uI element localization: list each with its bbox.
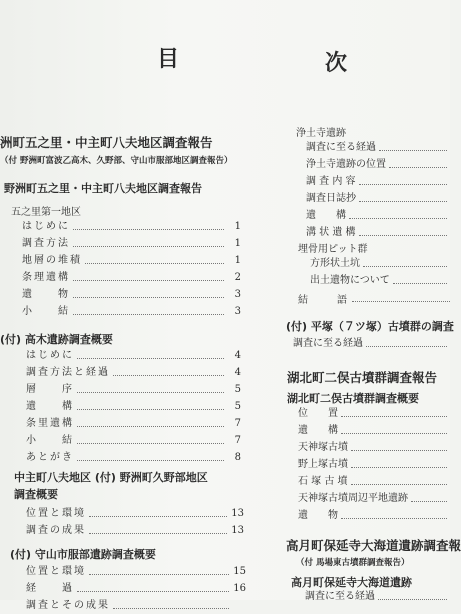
toc-entry-page: 5 xyxy=(234,401,241,412)
group2-conclusion-dots xyxy=(352,300,450,302)
leader-dots xyxy=(359,184,447,185)
toc-entry-label: 調査に至る経過 xyxy=(306,142,376,153)
section1-title: 野洲町五之里・中主町八夫地区調査報告 xyxy=(4,182,202,195)
toc-entry-page: 4 xyxy=(234,367,241,378)
section4-list xyxy=(26,563,246,614)
toc-entry-label: 調査方法と経過 xyxy=(26,367,110,378)
section4-title: (付) 守山市服部遺跡調査概要 xyxy=(10,548,156,561)
toc-entry-label: 調査日誌抄 xyxy=(306,193,356,204)
toc-entry xyxy=(298,439,450,456)
section3-title-line1: 中主町八夫地区 (付) 野洲町久野部地区 xyxy=(14,471,208,484)
toc-entry-label: 天神塚古墳 xyxy=(298,442,348,453)
leader-dots xyxy=(77,443,224,444)
leader-dots xyxy=(411,501,447,502)
toc-entry-label: はじめに xyxy=(26,350,74,361)
leader-dots xyxy=(349,218,447,219)
leader-dots xyxy=(77,358,224,359)
toc-entry-page: 1 xyxy=(234,255,241,266)
leader-dots xyxy=(341,416,447,417)
toc-entry-page: 4 xyxy=(234,350,241,361)
leader-dots xyxy=(73,297,224,298)
leader-dots xyxy=(89,533,227,534)
toc-entry xyxy=(306,156,450,173)
toc-entry-label: 遺 物 xyxy=(298,510,338,521)
toc-entry xyxy=(298,507,450,524)
leader-dots xyxy=(77,409,224,410)
toc-entry xyxy=(22,235,241,252)
toc-entry-label: 遺 物 xyxy=(22,289,70,300)
toc-entry xyxy=(298,405,450,422)
group2-title: 埋骨用ピット群 xyxy=(298,244,368,255)
toc-title-char-1: 目 xyxy=(157,46,181,72)
leader-dots xyxy=(77,460,224,461)
toc-entry-label: 位 置 xyxy=(298,408,338,419)
section2-title: (付) 高木遺跡調査概要 xyxy=(0,333,113,346)
toc-entry xyxy=(298,422,450,439)
toc-entry-page: 1 xyxy=(234,221,241,232)
toc-entry-page: 1 xyxy=(234,238,241,249)
toc-entry-label: 天神塚古墳周辺平地遺跡 xyxy=(298,493,408,504)
group2-conclusion: 結 語 xyxy=(298,295,350,306)
leader-dots xyxy=(379,150,447,151)
toc-entry-page: 7 xyxy=(234,435,241,446)
toc-entry-label: 調査の成果 xyxy=(26,525,86,536)
toc-entry xyxy=(310,255,450,272)
toc-entry-label: 方形状土坑 xyxy=(310,258,360,269)
toc-entry-page: 3 xyxy=(234,289,241,300)
toc-entry xyxy=(293,335,450,352)
toc-entry xyxy=(306,139,450,156)
toc-entry xyxy=(26,505,244,522)
toc-entry-label: 調査方法 xyxy=(22,238,70,249)
toc-entry xyxy=(26,381,241,398)
toc-entry-label: 遺 構 xyxy=(298,425,338,436)
toc-entry xyxy=(22,303,241,320)
toc-entry-label: 野上塚古墳 xyxy=(298,459,348,470)
toc-entry xyxy=(26,432,241,449)
group2-list xyxy=(310,255,450,289)
toc-entry-label: あとがき xyxy=(26,452,74,463)
section6-subheading: 湖北町二俣古墳群調査概要 xyxy=(287,392,419,405)
group1-title: 浄土寺遺跡 xyxy=(296,128,346,139)
toc-title-char-2: 次 xyxy=(325,50,349,76)
leader-dots xyxy=(89,516,227,517)
toc-entry-page: 13 xyxy=(231,508,244,519)
toc-entry-page: 3 xyxy=(234,306,241,317)
toc-entry xyxy=(26,347,241,364)
section7-title: 高月町保延寺大海道遺跡調査報 xyxy=(286,538,461,553)
toc-entry xyxy=(26,563,246,580)
toc-entry xyxy=(26,449,241,466)
section7-subheading: 高月町保延寺大海道遺跡 xyxy=(291,576,412,589)
toc-entry-label: 調査とその成果 xyxy=(26,600,110,611)
leader-dots xyxy=(73,314,224,315)
toc-entry xyxy=(22,286,241,303)
toc-entry-page: 15 xyxy=(233,566,246,577)
toc-entry-label: 遺 構 xyxy=(306,210,346,221)
leader-dots xyxy=(389,167,447,168)
toc-entry-label: 地層の堆積 xyxy=(22,255,82,266)
toc-entry-page: 13 xyxy=(231,525,244,536)
section3-title-line2: 調査概要 xyxy=(14,488,58,501)
toc-entry-label: 石 塚 古 墳 xyxy=(298,476,348,487)
report-subtitle: （付 野洲町富波乙高木、久野部、守山市服部地区調査報告） xyxy=(0,156,233,166)
toc-entry-page: 2 xyxy=(234,272,241,283)
toc-entry-label: 小 結 xyxy=(22,306,70,317)
leader-dots xyxy=(341,518,447,519)
group1-list xyxy=(306,139,450,241)
leader-dots xyxy=(77,591,229,592)
toc-entry-label: 位置と環境 xyxy=(26,566,86,577)
toc-entry xyxy=(22,218,241,235)
section5-list xyxy=(293,335,450,352)
toc-entry xyxy=(22,252,241,269)
toc-entry xyxy=(305,588,450,605)
report-title: 洲町五之里・中主町八夫地区調査報告 xyxy=(0,135,213,150)
toc-entry-label: 位置と環境 xyxy=(26,508,86,519)
section5-title: (付) 平塚（７ツ塚）古墳群の調査 xyxy=(286,320,454,333)
toc-entry xyxy=(298,456,450,473)
leader-dots xyxy=(359,235,447,236)
toc-entry-label: 調 査 内 容 xyxy=(306,176,356,187)
leader-dots xyxy=(113,375,224,376)
section3-list xyxy=(26,505,244,539)
toc-entry-label: はじめに xyxy=(22,221,70,232)
toc-entry-page: 16 xyxy=(233,583,246,594)
toc-entry-label: 溝 状 遺 構 xyxy=(306,227,356,238)
toc-entry xyxy=(306,173,450,190)
toc-entry-label: 層 序 xyxy=(26,384,74,395)
toc-entry xyxy=(298,490,450,507)
toc-entry xyxy=(306,224,450,241)
toc-entry xyxy=(22,269,241,286)
toc-entry xyxy=(306,207,450,224)
leader-dots xyxy=(85,263,224,264)
toc-entry xyxy=(26,415,241,432)
leader-dots xyxy=(351,450,447,451)
toc-entry-label: 出土遺物について xyxy=(310,275,390,286)
toc-entry xyxy=(26,522,244,539)
leader-dots xyxy=(363,266,447,267)
leader-dots xyxy=(73,280,224,281)
leader-dots xyxy=(378,599,447,600)
toc-entry-label: 小 結 xyxy=(26,435,74,446)
section7-subtitle: （付 馬場東古墳群調査報告） xyxy=(296,558,410,568)
section6-title: 湖北町二俣古墳群調査報告 xyxy=(287,370,438,385)
section6-list xyxy=(298,405,450,524)
toc-entry-label: 条里遺構 xyxy=(26,418,74,429)
leader-dots xyxy=(73,246,224,247)
toc-entry-label: 遺 構 xyxy=(26,401,74,412)
toc-entry-label: 経 過 xyxy=(26,583,74,594)
leader-dots xyxy=(359,201,447,202)
toc-entry xyxy=(298,473,450,490)
toc-entry xyxy=(26,398,241,415)
toc-entry-page: 8 xyxy=(234,452,241,463)
leader-dots xyxy=(393,283,447,284)
section1-list xyxy=(22,218,241,320)
section2-list xyxy=(26,347,241,466)
toc-entry-page: 5 xyxy=(234,384,241,395)
toc-entry-page: 7 xyxy=(234,418,241,429)
leader-dots xyxy=(77,426,224,427)
leader-dots xyxy=(73,229,224,230)
leader-dots xyxy=(351,467,447,468)
toc-entry-label: 調査に至る経過 xyxy=(305,591,375,602)
leader-dots xyxy=(77,392,224,393)
leader-dots xyxy=(341,433,447,434)
toc-entry xyxy=(26,597,246,614)
toc-entry-label: 浄土寺遺跡の位置 xyxy=(306,159,386,170)
leader-dots xyxy=(89,574,229,575)
section7-list xyxy=(305,588,450,605)
leader-dots xyxy=(113,608,229,609)
toc-entry xyxy=(26,364,241,381)
leader-dots xyxy=(351,484,447,485)
toc-entry xyxy=(310,272,450,289)
toc-entry xyxy=(306,190,450,207)
toc-entry xyxy=(26,580,246,597)
leader-dots xyxy=(366,346,447,347)
toc-entry-label: 条理遺構 xyxy=(22,272,70,283)
section1-subheading: 五之里第一地区 xyxy=(11,207,81,218)
toc-entry-label: 調査に至る経過 xyxy=(293,338,363,349)
